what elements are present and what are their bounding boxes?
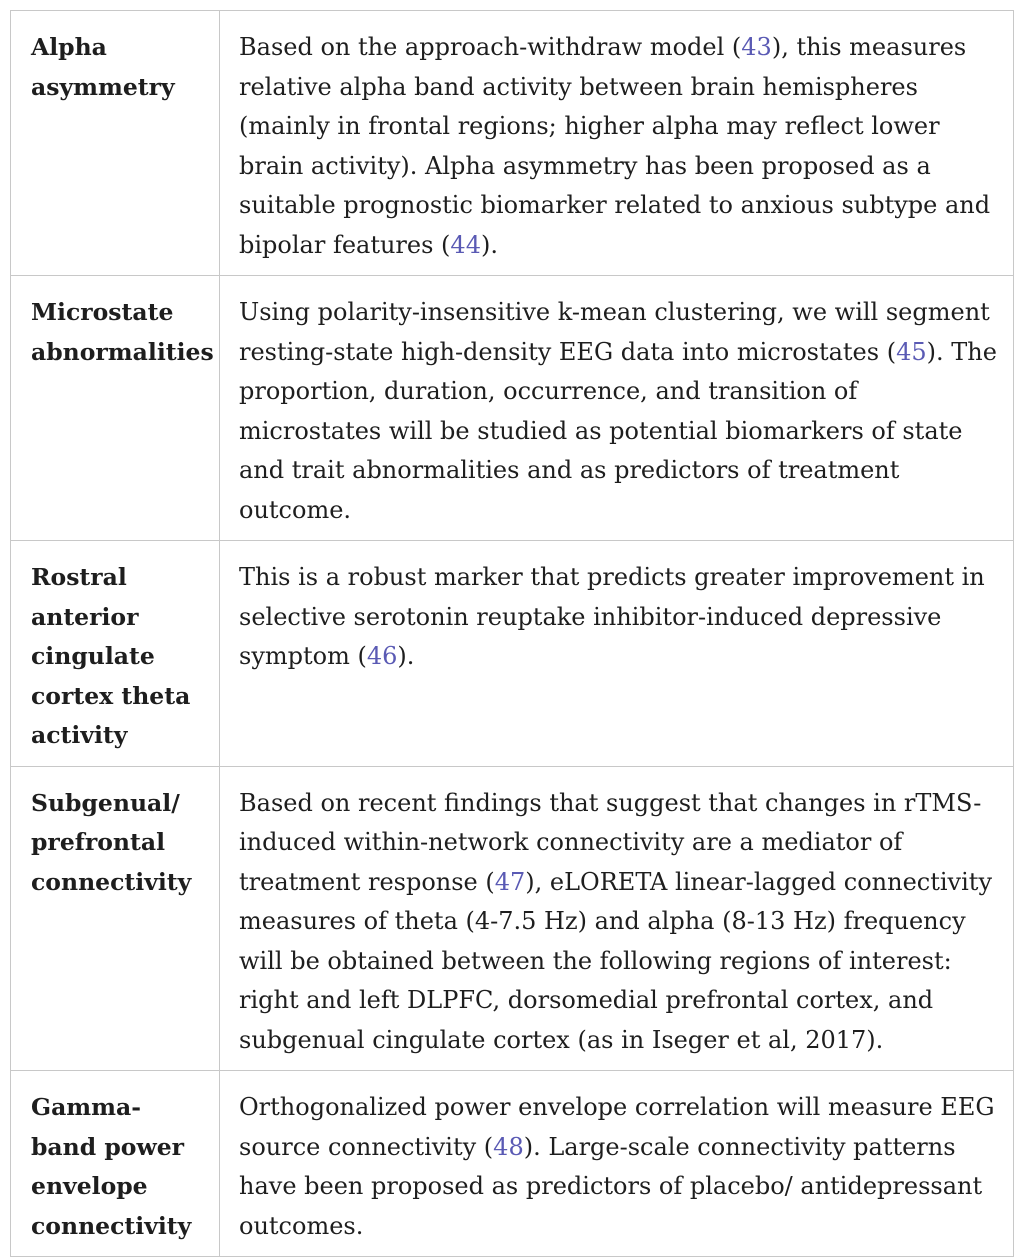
term-cell bbox=[11, 11, 220, 276]
description-cell bbox=[220, 541, 1014, 767]
description-text: ). The proportion, duration, occurrence, and transition of microstates will be studied as potential biomarkers of state and trait abnormalities and as predictors of treatment outcome. bbox=[239, 337, 997, 524]
term-cell bbox=[11, 541, 220, 767]
term-label: Subgenual/ prefrontal connectivity bbox=[31, 788, 192, 896]
description-text: ). bbox=[397, 642, 415, 670]
description-text: ). bbox=[480, 230, 498, 259]
description-cell bbox=[220, 11, 1014, 276]
term-cell bbox=[11, 766, 220, 1071]
description-text: Based on recent findings that suggest that changes in rTMS-induced within-network connectivity are a mediator of treatment response ( bbox=[239, 788, 982, 896]
description-text: Using polarity-insensitive k-mean clustering, we will segment resting-state high-density EEG data into microstates ( bbox=[239, 298, 990, 366]
term-label: Rostral anterior cingulate cortex theta activity bbox=[31, 563, 191, 749]
reference-link[interactable]: 43 bbox=[741, 33, 772, 61]
term-label: Microstate abnormalities bbox=[31, 298, 214, 366]
description-text: ), eLORETA linear-lagged connectivity measures of theta (4-7.5 Hz) and alpha (8-13 Hz) frequency will be obtained between the following regions of interest: right and left DLPFC, dorsomedial prefrontal cortex, and subgenual cingulate cortex (as in Iseger et al, 2017). bbox=[239, 867, 992, 1054]
term-label: Alpha asymmetry bbox=[31, 33, 175, 101]
table-row bbox=[11, 276, 1014, 541]
description-text: ), this measures relative alpha band activity between brain hemispheres (mainly in frontal regions; higher alpha may reflect lower brain activity). Alpha asymmetry has been proposed as a suitable prognostic biomarker related to anxious subtype and bipolar features ( bbox=[239, 33, 991, 259]
description-text: ). Large-scale connectivity patterns have been proposed as predictors of placebo/ antidepressant outcomes. bbox=[239, 1132, 983, 1240]
reference-link[interactable]: 46 bbox=[366, 642, 398, 670]
table-row bbox=[11, 11, 1014, 276]
table-row bbox=[11, 1071, 1014, 1257]
description-text: This is a robust marker that predicts greater improvement in selective serotonin reuptake inhibitor-induced depressive symptom ( bbox=[239, 563, 985, 670]
description-cell bbox=[220, 1071, 1014, 1257]
term-cell bbox=[11, 276, 220, 541]
term-label: Gamma-band power envelope connectivity bbox=[31, 1093, 192, 1240]
biomarker-table bbox=[10, 10, 1014, 1257]
reference-link[interactable]: 47 bbox=[494, 867, 526, 896]
reference-link[interactable]: 44 bbox=[450, 230, 481, 259]
reference-link[interactable]: 48 bbox=[493, 1132, 524, 1161]
table-row bbox=[11, 541, 1014, 767]
term-cell bbox=[11, 1071, 220, 1257]
description-cell bbox=[220, 766, 1014, 1071]
description-text: Based on the approach-withdraw model ( bbox=[239, 33, 742, 61]
description-text: Orthogonalized power envelope correlation will measure EEG source connectivity ( bbox=[239, 1093, 995, 1161]
reference-link[interactable]: 45 bbox=[896, 337, 927, 366]
description-cell bbox=[220, 276, 1014, 541]
table-row bbox=[11, 766, 1014, 1071]
biomarker-table-container bbox=[10, 10, 1014, 1257]
